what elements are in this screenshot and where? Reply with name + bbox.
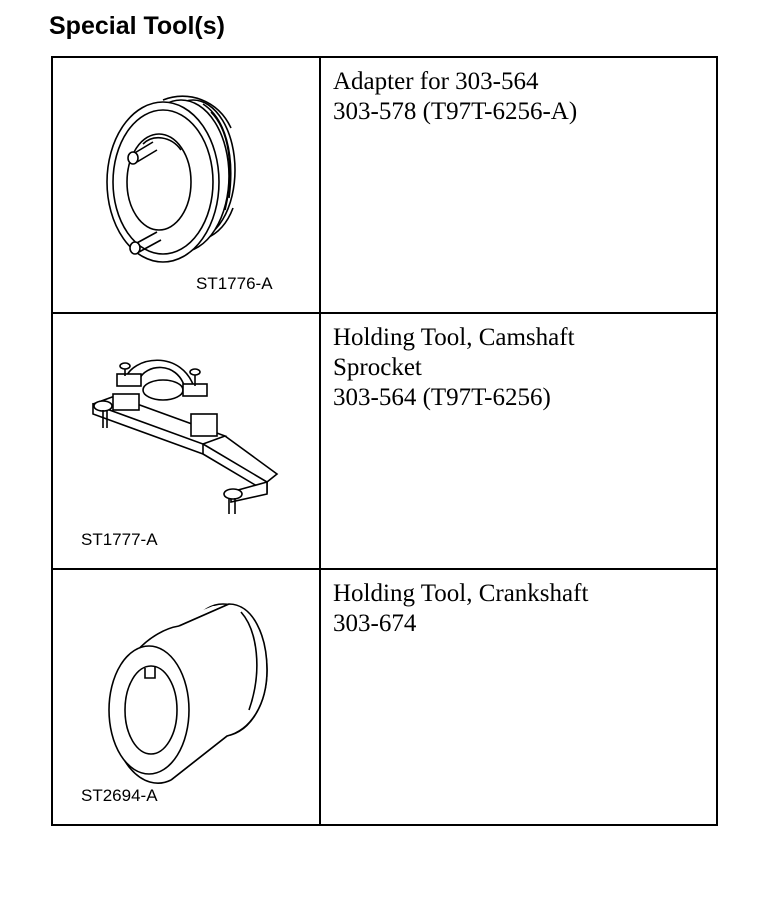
page-title: Special Tool(s) xyxy=(49,12,225,40)
illustration-code: ST1776-A xyxy=(196,274,273,293)
description-line: Holding Tool, Camshaft xyxy=(333,324,575,351)
description-line: 303-564 (T97T-6256) xyxy=(333,384,551,411)
adapter-pulley-icon xyxy=(53,58,319,312)
tool-row xyxy=(53,58,716,314)
description-line: Sprocket xyxy=(333,354,422,381)
tool-illustration-cell xyxy=(53,314,321,568)
tool-description xyxy=(321,570,716,826)
description-line: 303-578 (T97T-6256-A) xyxy=(333,98,578,125)
tool-description xyxy=(321,58,716,312)
illustration-code: ST2694-A xyxy=(81,786,158,805)
tool-illustration-cell xyxy=(53,58,321,312)
tool-row xyxy=(53,314,716,570)
tool-description xyxy=(321,314,716,568)
tool-row xyxy=(53,570,716,826)
tool-illustration-cell xyxy=(53,570,321,826)
illustration-code: ST1777-A xyxy=(81,530,158,549)
special-tools-table xyxy=(51,56,718,826)
description-line: Adapter for 303-564 xyxy=(333,68,539,95)
description-line: Holding Tool, Crankshaft xyxy=(333,580,589,607)
description-line: 303-674 xyxy=(333,610,417,637)
